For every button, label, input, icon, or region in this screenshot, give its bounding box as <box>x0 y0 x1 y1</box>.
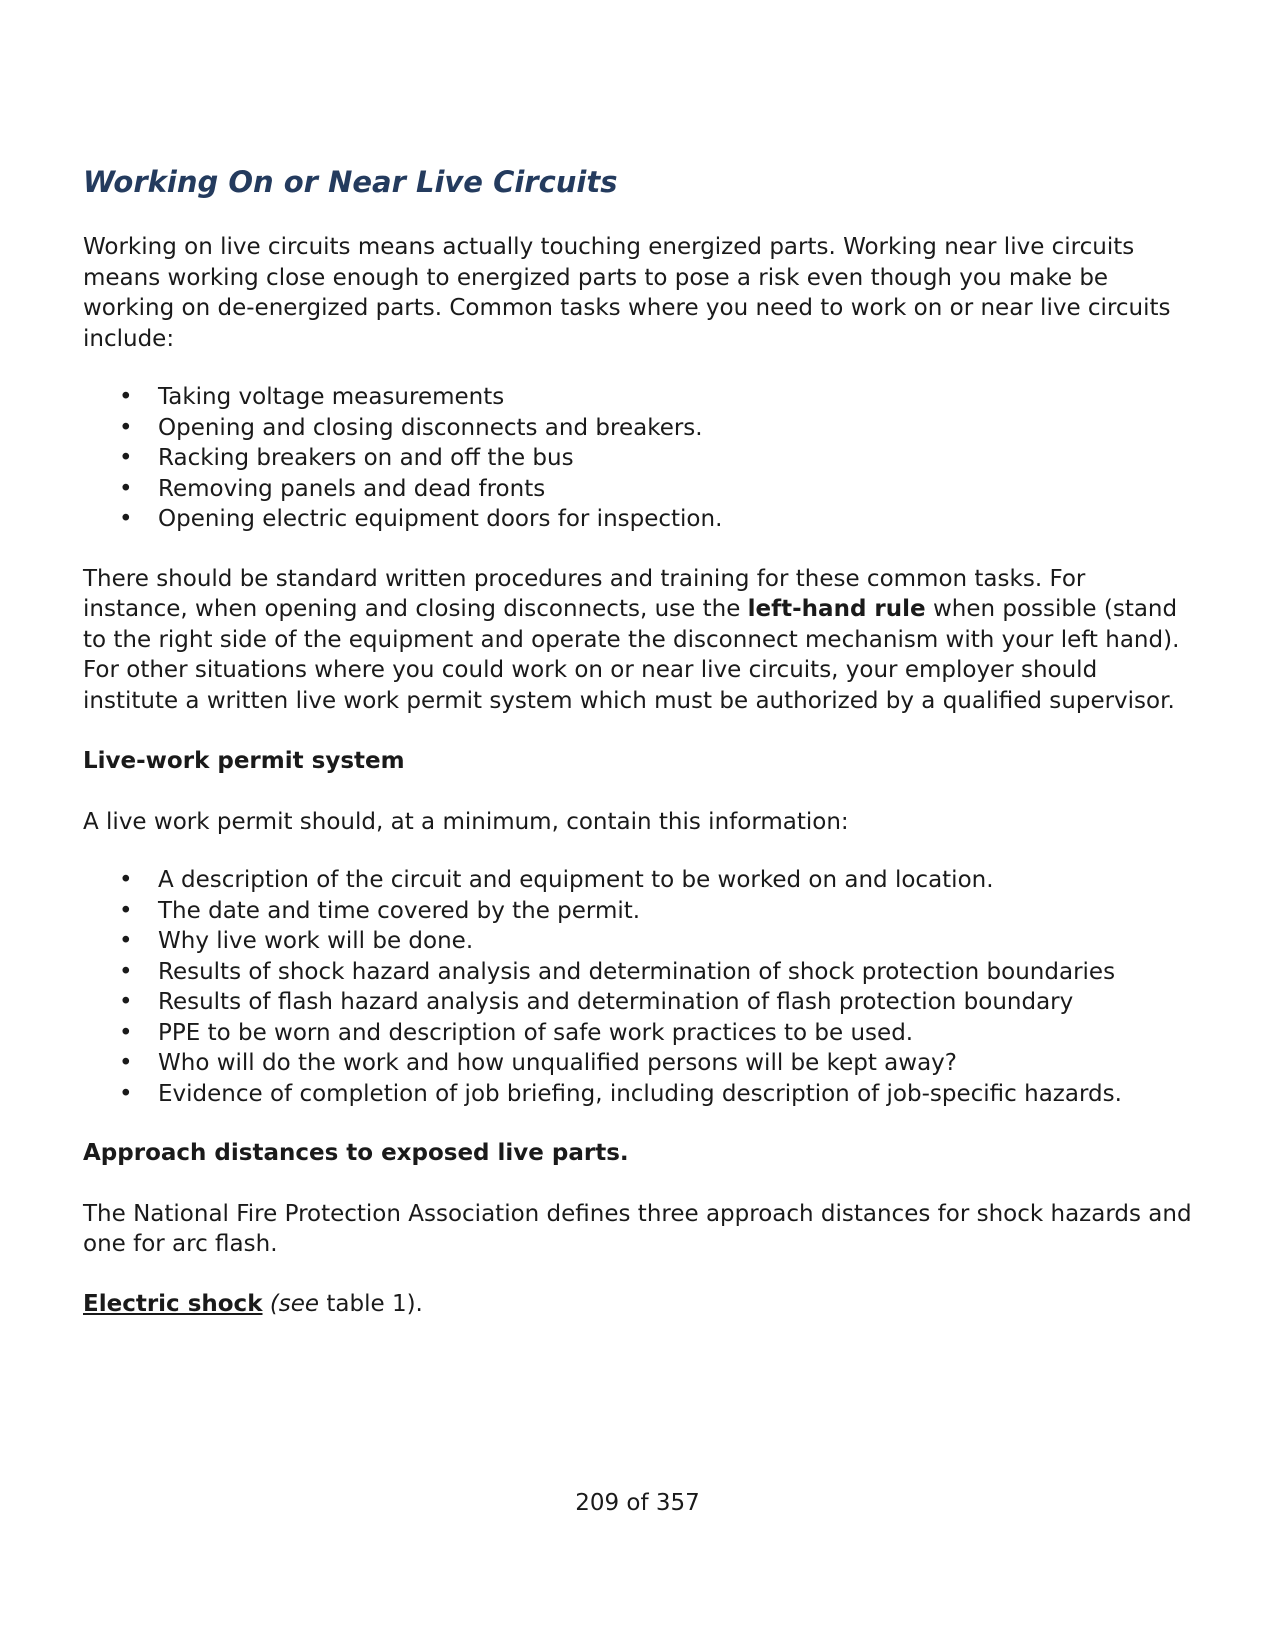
list-item: • Evidence of completion of job briefing, including description of job-specific hazards. <box>83 1079 1193 1110</box>
list-item: • Who will do the work and how unqualified persons will be kept away? <box>83 1048 1193 1079</box>
section-title: Working On or Near Live Circuits <box>83 165 618 199</box>
list-item: • Results of flash hazard analysis and determination of flash protection boundary <box>83 987 1193 1018</box>
bullet-icon: • <box>119 384 133 410</box>
bullet-icon: • <box>119 928 133 954</box>
list-item: • A description of the circuit and equipment to be worked on and location. <box>83 865 1193 896</box>
bullet-icon: • <box>119 1050 133 1076</box>
bullet-icon: • <box>119 867 133 893</box>
approach-heading: Approach distances to exposed live parts. <box>83 1140 629 1166</box>
list-item: • Opening electric equipment doors for inspection. <box>83 504 1193 535</box>
document-page <box>83 150 1193 1319</box>
nfpa-paragraph: The National Fire Protection Association defines three approach distances for shock hazards and one for arc flash. <box>83 1200 1192 1257</box>
permit-intro: A live work permit should, at a minimum, contain this information: <box>83 808 849 835</box>
bullet-icon: • <box>119 475 133 502</box>
bullet-icon: • <box>119 414 133 441</box>
list-item: • Why live work will be done. <box>83 926 1193 957</box>
page-number: 209 of 357 <box>575 1490 700 1516</box>
list-item: • Opening and closing disconnects and breakers. <box>83 413 1193 444</box>
list-item: • Removing panels and dead fronts <box>83 474 1193 505</box>
intro-paragraph: Working on live circuits means actually touching energized parts. Working near live circuits means working close enough to energized parts to pose a risk even though you make be working on de-energized parts. Common tasks where you need to work on or near live circuits include: <box>83 234 1171 352</box>
bullet-icon: • <box>119 1080 133 1107</box>
permit-heading: Live-work permit system <box>83 748 405 774</box>
list-item: • Results of shock hazard analysis and determination of shock protection boundaries <box>83 957 1193 988</box>
electric-shock-line: Electric shock (see table 1). <box>83 1290 423 1317</box>
bullet-icon: • <box>119 445 133 471</box>
left-hand-rule-term: left-hand rule <box>747 596 926 622</box>
see-italic: (see <box>269 1290 320 1317</box>
list-item: • PPE to be worn and description of safe work practices to be used. <box>83 1018 1193 1049</box>
bullet-icon: • <box>119 506 133 532</box>
bullet-icon: • <box>119 897 133 924</box>
electric-shock-label: Electric shock <box>83 1290 263 1317</box>
list-item: • The date and time covered by the permit. <box>83 896 1193 927</box>
list-item: • Taking voltage measurements <box>83 382 1193 413</box>
tasks-list <box>83 382 1193 535</box>
bullet-icon: • <box>119 958 133 985</box>
bullet-icon: • <box>119 989 133 1015</box>
procedures-paragraph: There should be standard written procedures and training for these common tasks. For instance, when opening and closing disconnects, use the left-hand rule when possible (stand to the right side of the equipment and operate the disconnect mechanism with your left hand). For other situations where you could work on or near live circuits, your employer should institute a written live work permit system which must be authorized by a qualified supervisor. <box>83 565 1180 714</box>
list-item: • Racking breakers on and off the bus <box>83 443 1193 474</box>
permit-items-list <box>83 865 1193 1109</box>
bullet-icon: • <box>119 1019 133 1046</box>
